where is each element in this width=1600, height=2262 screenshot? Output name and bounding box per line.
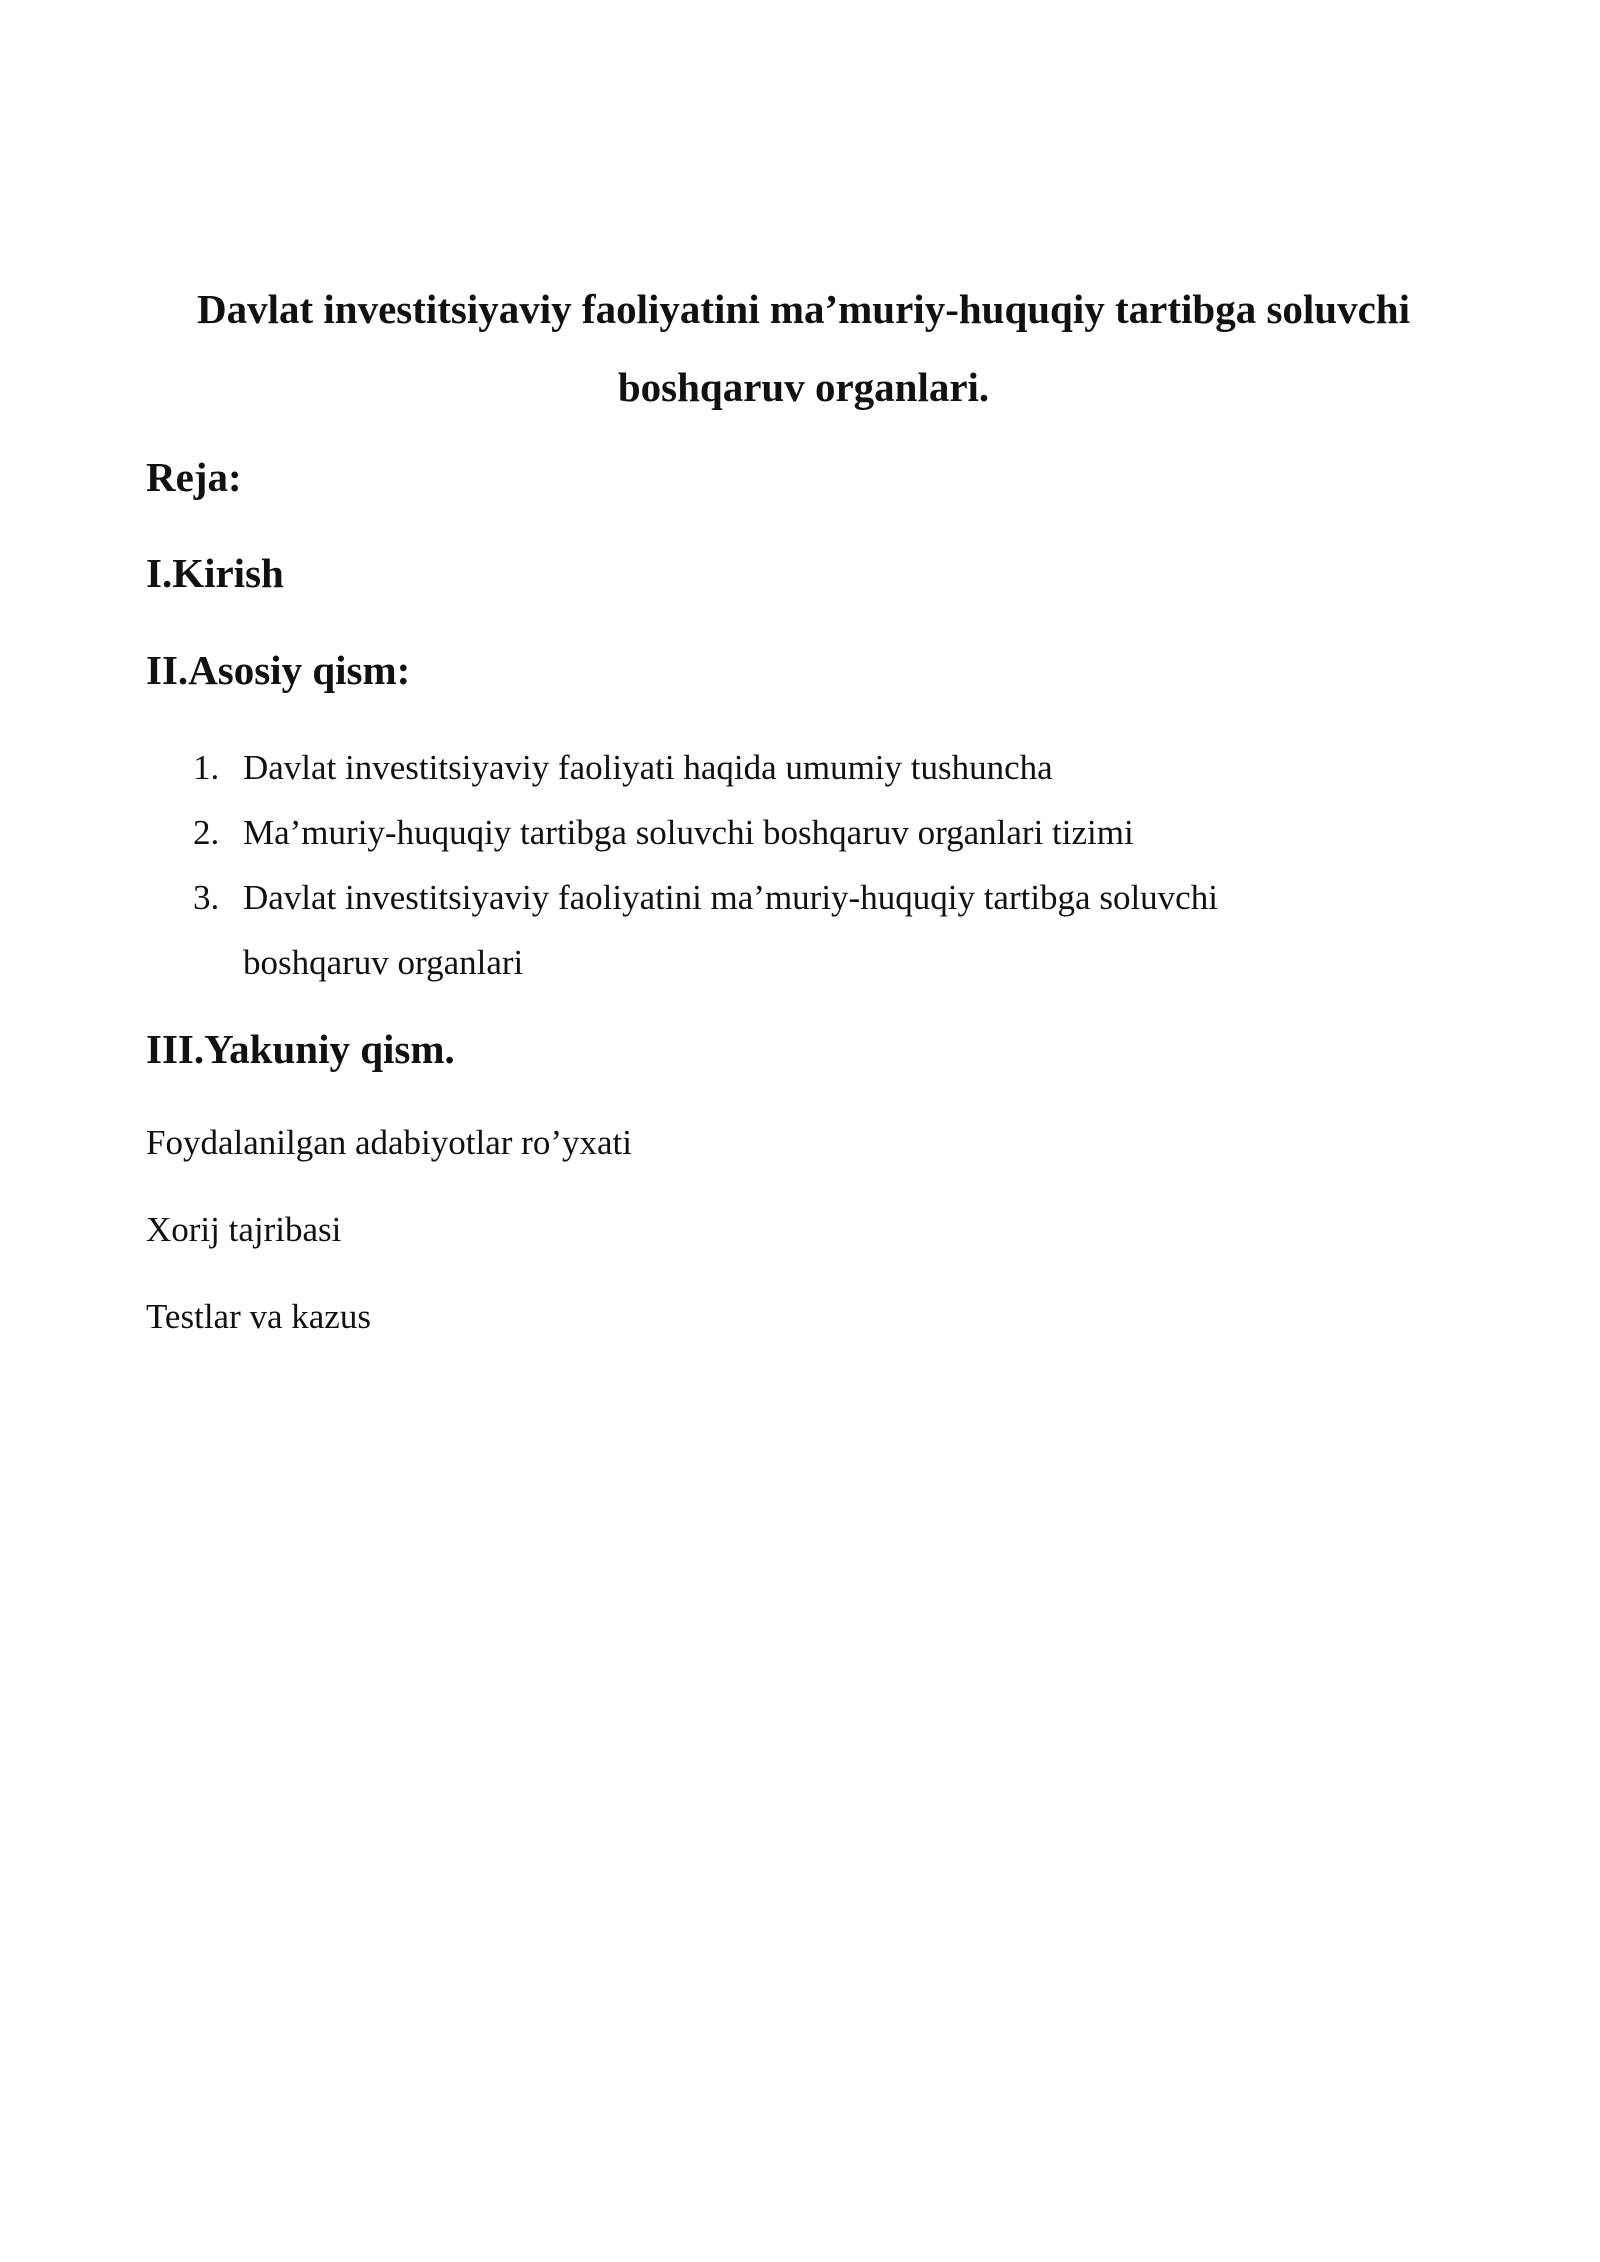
list-item-text: Davlat investitsiyaviy faoliyati haqida umumiy tushuncha	[243, 748, 1053, 787]
foreign-experience-line: Xorij tajribasi	[146, 1210, 342, 1249]
list-item-number: 3.	[193, 878, 220, 917]
list-item	[146, 800, 1346, 865]
list-item-number: 1.	[193, 748, 220, 787]
plan-heading: Reja:	[146, 454, 242, 500]
list-item	[146, 735, 1346, 800]
list-item-text: Ma’muriy-huquqiy tartibga soluvchi boshqaruv organlari tizimi	[243, 813, 1134, 852]
conclusion-heading: III.Yakuniy qism.	[146, 1026, 455, 1072]
document-title: Davlat investitsiyaviy faoliyatini ma’muriy-huquqiy tartibga soluvchi boshqaruv organlari.	[196, 286, 1410, 410]
list-item-text: Davlat investitsiyaviy faoliyatini ma’muriy-huquqiy tartibga soluvchi boshqaruv organlari	[243, 878, 1218, 982]
main-part-heading: II.Asosiy qism:	[146, 647, 411, 693]
tests-line: Testlar va kazus	[146, 1297, 371, 1336]
introduction-heading: I.Kirish	[146, 550, 284, 596]
references-line: Foydalanilgan adabiyotlar ro’yxati	[146, 1123, 632, 1162]
list-item	[146, 865, 1346, 995]
list-item-number: 2.	[193, 813, 220, 852]
main-part-list	[146, 735, 1346, 995]
